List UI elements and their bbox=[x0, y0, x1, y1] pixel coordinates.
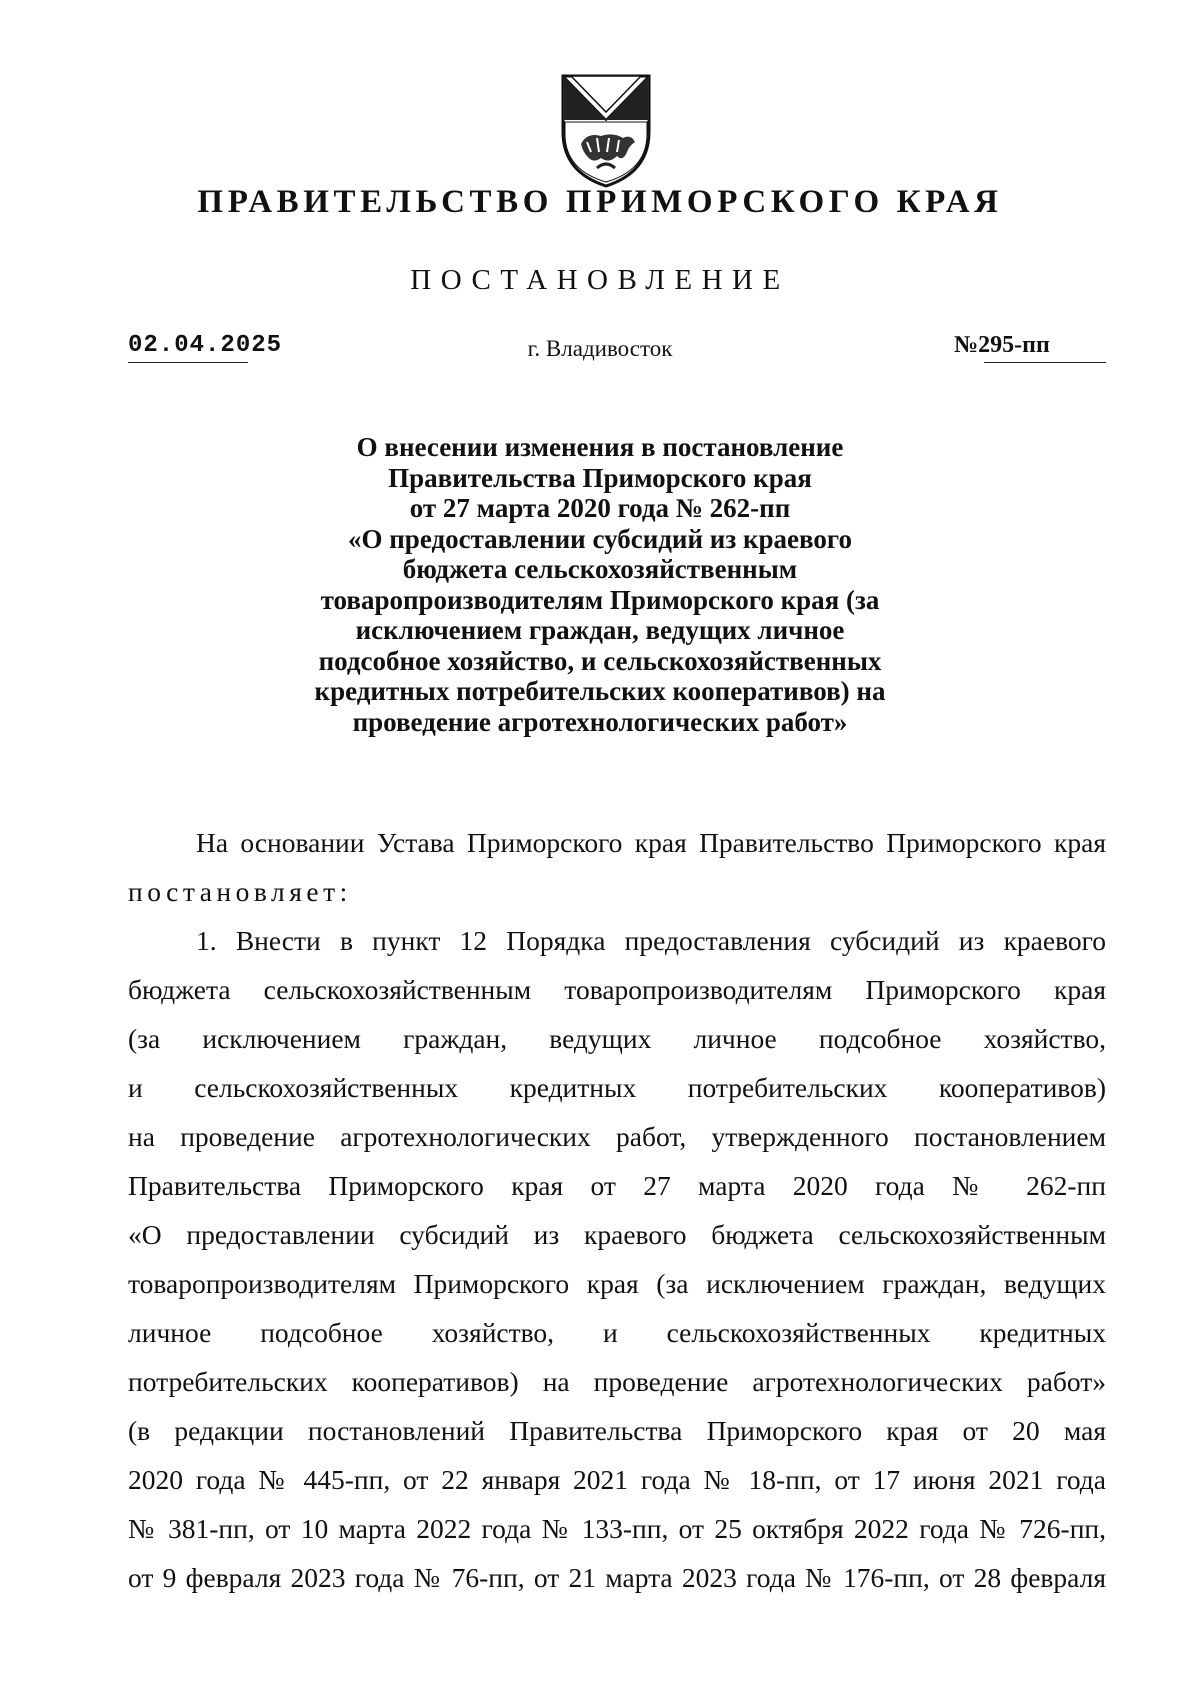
subject-line: от 27 марта 2020 года № 262-пп bbox=[409, 493, 791, 523]
paragraph-line: товаропроизводителям Приморского края (за исключением граждан, ведущих bbox=[128, 1268, 1106, 1299]
paragraph-line: и сельскохозяйственных кредитных потребительских кооперативов) bbox=[128, 1072, 1106, 1103]
paragraph-line: 2020 года № 445-пп, от 22 января 2021 года № 18-пп, от 17 июня 2021 года bbox=[128, 1464, 1106, 1495]
document-body bbox=[128, 818, 1106, 1602]
subject-line: кредитных потребительских кооперативов) на bbox=[314, 676, 886, 706]
paragraph-line: (за исключением граждан, ведущих личное подсобное хозяйство, bbox=[128, 1023, 1106, 1054]
subject-line: Правительства Приморского края bbox=[388, 462, 812, 493]
subject-line: исключением граждан, ведущих личное bbox=[355, 615, 845, 645]
document-subject bbox=[240, 432, 960, 737]
paragraph-line: на проведение агротехнологических работ, утвержденного постановлением bbox=[128, 1121, 1106, 1152]
date-underline bbox=[128, 362, 248, 363]
paragraph-line: Правительства Приморского края от 27 марта 2020 года № 262-пп bbox=[128, 1170, 1106, 1201]
paragraph-line: «О предоставлении субсидий из краевого бюджета сельскохозяйственным bbox=[128, 1219, 1106, 1250]
subject-line: О внесении изменения в постановление bbox=[356, 432, 844, 462]
subject-line: бюджета сельскохозяйственным bbox=[402, 554, 798, 584]
number-underline bbox=[984, 362, 1106, 363]
paragraph-line: № 381-пп, от 10 марта 2022 года № 133-пп, от 25 октября 2022 года № 726-пп, bbox=[128, 1513, 1106, 1544]
paragraph-line: 1. Внести в пункт 12 Порядка предоставления субсидий из краевого bbox=[196, 925, 1106, 956]
document-city: г. Владивосток bbox=[527, 336, 673, 361]
paragraph-line: потребительских кооперативов) на проведение агротехнологических работ» bbox=[128, 1366, 1106, 1397]
subject-line: подсобное хозяйство, и сельскохозяйственных bbox=[318, 645, 882, 676]
paragraph-line: от 9 февраля 2023 года № 76-пп, от 21 марта 2023 года № 176-пп, от 28 февраля bbox=[128, 1562, 1106, 1593]
government-title: ПРАВИТЕЛЬСТВО ПРИМОРСКОГО КРАЯ bbox=[197, 184, 1003, 220]
number-sign: № bbox=[954, 332, 979, 358]
number-value: 295-пп bbox=[978, 332, 1050, 358]
preamble-decree: постановляет: bbox=[128, 876, 352, 907]
document-number bbox=[954, 332, 1050, 359]
subject-line: проведение агротехнологических работ» bbox=[352, 706, 848, 737]
subject-line: «О предоставлении субсидий из краевого bbox=[348, 523, 852, 554]
preamble-line: На основании Устава Приморского края Правительство Приморского края bbox=[196, 827, 1106, 858]
paragraph-line: личное подсобное хозяйство, и сельскохозяйственных кредитных bbox=[128, 1317, 1106, 1348]
paragraph-line: (в редакции постановлений Правительства Приморского края от 20 мая bbox=[128, 1415, 1106, 1446]
paragraph-line: бюджета сельскохозяйственным товаропроизводителям Приморского края bbox=[128, 974, 1106, 1005]
coat-of-arms-icon bbox=[557, 72, 655, 190]
document-date: 02.04.2025 bbox=[128, 332, 283, 359]
subject-line: товаропроизводителям Приморского края (за bbox=[320, 584, 880, 615]
document-type: ПОСТАНОВЛЕНИЕ bbox=[410, 264, 790, 296]
